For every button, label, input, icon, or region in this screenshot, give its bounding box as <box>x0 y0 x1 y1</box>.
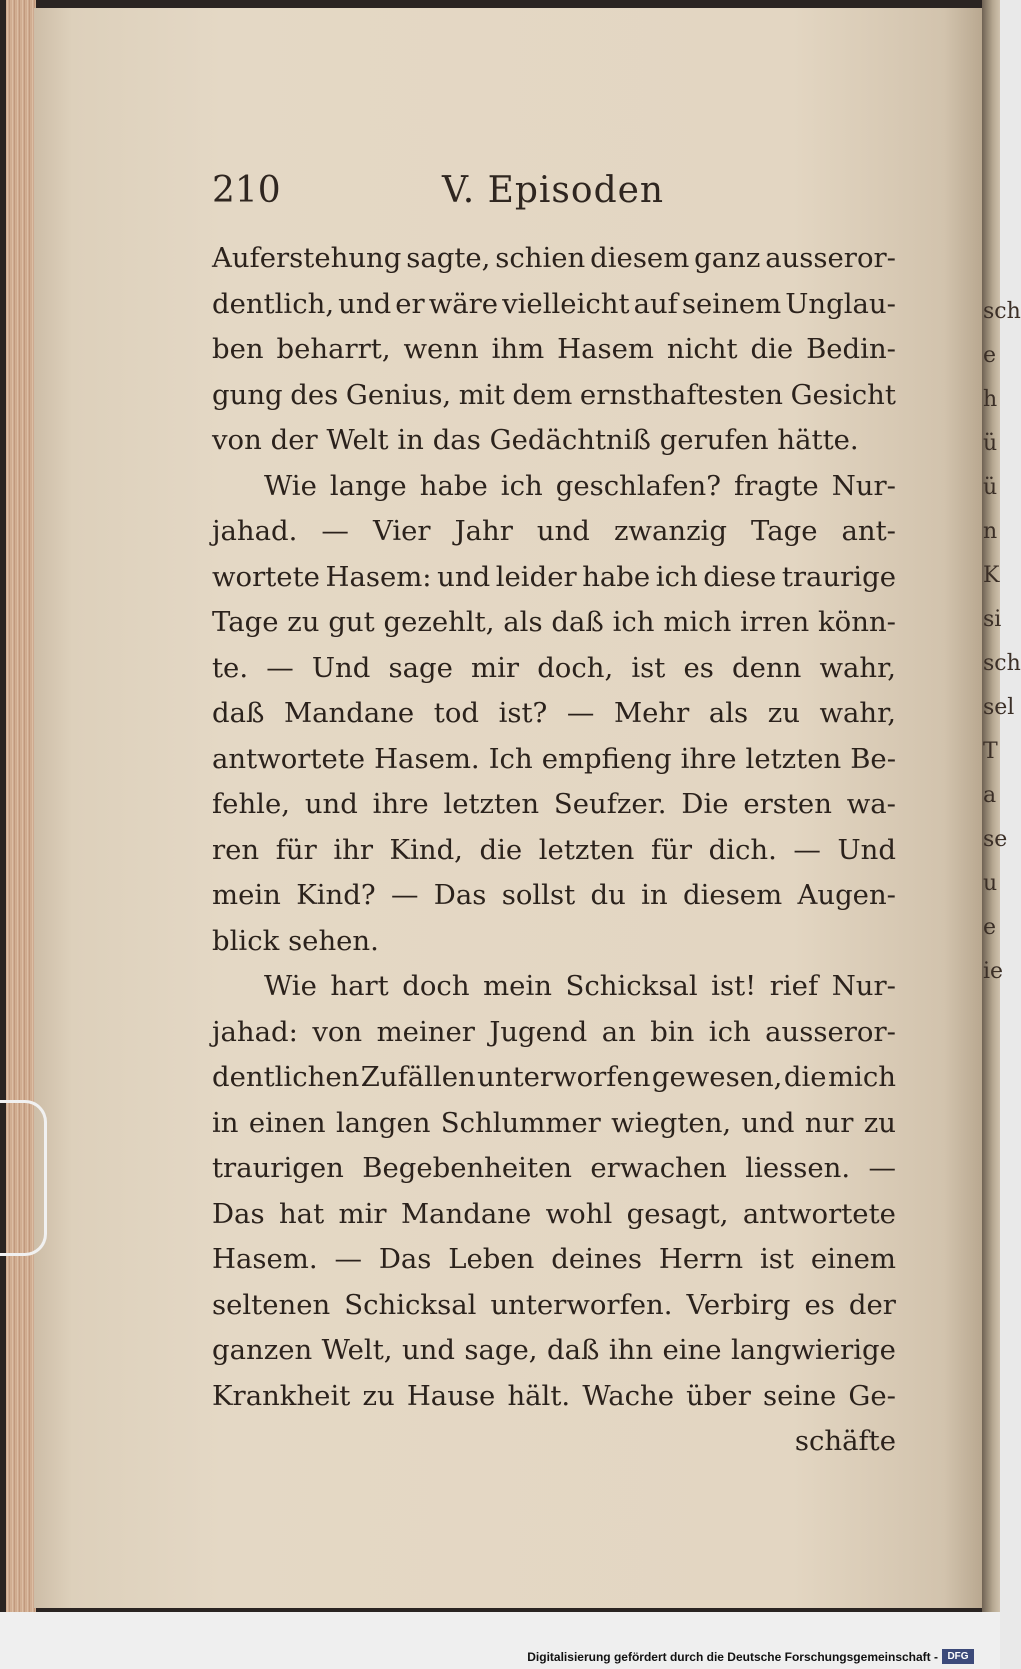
facing-fragment: a <box>983 783 997 808</box>
text-line: te. — Und sage mir doch, ist es denn wahr, <box>212 651 896 684</box>
text-line: Krankheit zu Hause hält. Wache über seine Ge- <box>212 1379 896 1412</box>
catchword: schäfte <box>794 1425 896 1457</box>
footer-credit: Digitalisierung gefördert durch die Deutsche Forschungsgemeinschaft - <box>527 1650 938 1664</box>
text-line: daß Mandane tod ist? — Mehr als zu wahr, <box>212 697 896 729</box>
text-line: von der Welt in das Gedächtniß gerufen hätte. <box>212 424 859 456</box>
footer-bar <box>0 1612 1000 1669</box>
text-line: Wie hart doch mein Schicksal ist! rief Nur- <box>264 970 896 1002</box>
text-line: ren für ihr Kind, die letzten für dich. — Und <box>212 833 896 866</box>
text-line: gung des Genius, mit dem ernsthaftesten Gesicht <box>212 378 896 411</box>
facing-fragment: ü <box>983 475 998 500</box>
text-line: Das hat mir Mandane wohl gesagt, antwortete <box>212 1197 896 1230</box>
text-line: Hasem. — Das Leben deines Herrn ist einem <box>212 1243 896 1275</box>
text-line: in einen langen Schlummer wiegten, und nur zu <box>212 1106 896 1139</box>
text-line: traurigen Begebenheiten erwachen liessen. — <box>212 1152 896 1184</box>
page-header <box>212 170 912 230</box>
text-line: jahad. — Vier Jahr und zwanzig Tage ant- <box>212 515 896 547</box>
facing-fragment: e <box>983 915 997 940</box>
running-head: V. Episoden <box>442 170 665 211</box>
facing-fragment: h <box>983 387 998 412</box>
facing-fragment: ie <box>983 959 1004 984</box>
text-line: ganzen Welt, und sage, daß ihn eine langwierige <box>212 1334 896 1366</box>
facing-fragment: sel <box>983 695 1015 720</box>
text-line: dentlichen Zufällen unterworfen gewesen, die mich <box>212 1061 896 1093</box>
text-line: dentlich, und er wäre vielleicht auf seinem Unglau- <box>212 287 896 320</box>
dfg-logo: DFG <box>942 1649 974 1664</box>
text-line: Wie lange habe ich geschlafen? fragte Nur- <box>264 469 896 502</box>
page-number: 210 <box>212 170 281 211</box>
text-line: mein Kind? — Das sollst du in diesem Augen- <box>212 879 896 911</box>
facing-fragment: sch <box>983 299 1021 324</box>
facing-fragment: T <box>983 739 998 764</box>
facing-fragment: si <box>983 607 1002 632</box>
facing-fragment: n <box>983 519 998 544</box>
text-line: jahad: von meiner Jugend an bin ich ausseror- <box>212 1015 896 1048</box>
facing-fragment: ü <box>983 431 998 456</box>
text-line: blick sehen. <box>212 924 379 957</box>
text-line: ben beharrt, wenn ihm Hasem nicht die Bedin- <box>212 333 896 365</box>
facing-fragment: e <box>983 343 997 368</box>
facing-fragment: sch <box>983 651 1021 676</box>
text-line: seltenen Schicksal unterworfen. Verbirg es der <box>212 1288 896 1321</box>
text-line: fehle, und ihre letzten Seufzer. Die ersten wa- <box>212 788 896 820</box>
text-line: Auferstehung sagte, schien diesem ganz ausseror- <box>212 242 896 274</box>
page-clip <box>0 1100 47 1256</box>
facing-fragment: u <box>983 871 998 896</box>
facing-page-fragments <box>983 290 1021 1210</box>
body-text <box>212 236 896 1465</box>
text-line: Tage zu gut gezehlt, als daß ich mich irren könn- <box>212 606 896 638</box>
facing-fragment: K <box>983 563 1000 588</box>
page-edges <box>6 0 36 1612</box>
facing-fragment: se <box>983 827 1008 852</box>
text-line: antwortete Hasem. Ich empfieng ihre letzten Be- <box>212 742 896 775</box>
text-line: wortete Hasem: und leider habe ich diese traurige <box>212 560 896 593</box>
